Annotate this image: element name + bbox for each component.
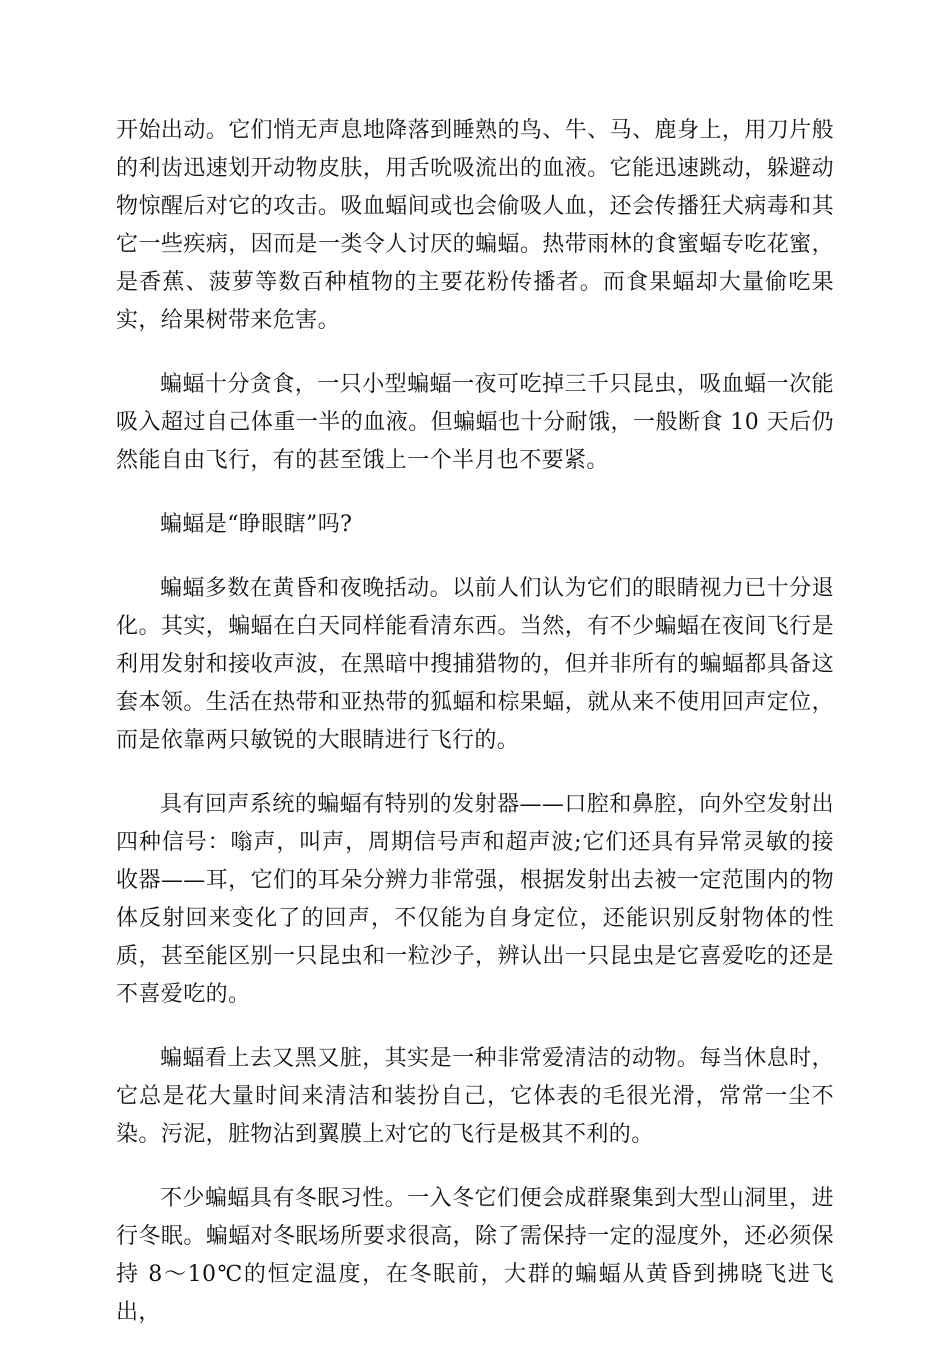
paragraph-continuation: 开始出动。它们悄无声息地降落到睡熟的鸟、牛、马、鹿身上，用刀片般的利齿迅速划开动物皮肤，用舌吮吸流出的血液。它能迅速跳动，躲避动物惊醒后对它的攻击。吸血蝠间或也会偷吸人血，还会传播狂犬病毒和其它一些疾病，因而是一类令人讨厌的蝙蝠。热带雨林的食蜜蝠专吃花蜜，是香蕉、菠萝等数百种植物的主要花粉传播者。而食果蝠却大量偷吃果实，给果树带来危害。 bbox=[116, 118, 834, 333]
document-body bbox=[116, 112, 834, 1358]
paragraph-hibernation: 不少蝙蝠具有冬眠习性。一入冬它们便会成群聚集到大型山洞里，进行冬眠。蝙蝠对冬眠场所要求很高，除了需保持一定的湿度外，还必须保持 8～10℃的恒定温度，在冬眠前，大群的蝙蝠从黄昏到拂晓飞进飞出， bbox=[116, 1186, 834, 1325]
section-heading-blind: 蝙蝠是“睁眼瞎”吗? bbox=[160, 512, 353, 537]
paragraph-echolocation: 具有回声系统的蝙蝠有特别的发射器——口腔和鼻腔，向外空发射出四种信号：嗡声，叫声，周期信号声和超声波;它们还具有异常灵敏的接收器——耳，它们的耳朵分辨力非常强，根据发射出去被一定范围内的物体反射回来变化了的回声，不仅能为自身定位，还能识别反射物体的性质，甚至能区别一只昆虫和一粒沙子，辨认出一只昆虫是它喜爱吃的还是不喜爱吃的。 bbox=[116, 792, 834, 1007]
paragraph-vision: 蝙蝠多数在黄昏和夜晚括动。以前人们认为它们的眼睛视力已十分退化。其实，蝙蝠在白天同样能看清东西。当然，有不少蝙蝠在夜间飞行是利用发射和接收声波，在黑暗中搜捕猎物的，但并非所有的蝙蝠都具备这套本领。生活在热带和亚热带的狐蝠和棕果蝠，就从来不使用回声定位，而是依靠两只敏锐的大眼睛进行飞行的。 bbox=[116, 576, 834, 753]
paragraph-cleanliness: 蝙蝠看上去又黑又脏，其实是一种非常爱清洁的动物。每当休息时，它总是花大量时间来清洁和装扮自己，它体表的毛很光滑，常常一尘不染。污泥，脏物沾到翼膜上对它的飞行是极其不利的。 bbox=[116, 1046, 834, 1147]
paragraph-appetite: 蝙蝠十分贪食，一只小型蝙蝠一夜可吃掉三千只昆虫，吸血蝠一次能吸入超过自己体重一半的血液。但蝙蝠也十分耐饿，一般断食 10 天后仍然能自由飞行，有的甚至饿上一个半月也不要紧。 bbox=[116, 372, 834, 473]
